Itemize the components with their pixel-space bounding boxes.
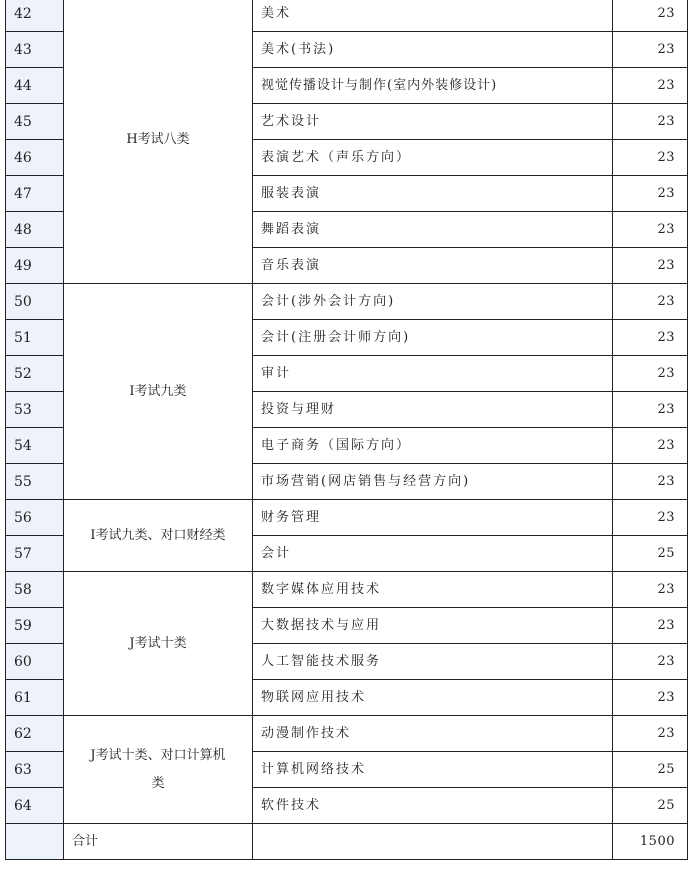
row-number: 50 xyxy=(6,284,64,320)
major-name: 动漫制作技术 xyxy=(253,716,613,752)
row-number: 46 xyxy=(6,140,64,176)
row-number: 57 xyxy=(6,536,64,572)
row-number: 58 xyxy=(6,572,64,608)
table-row xyxy=(6,572,688,608)
enrollment-count: 23 xyxy=(613,104,688,140)
major-name: 人工智能技术服务 xyxy=(253,644,613,680)
major-name: 财务管理 xyxy=(253,500,613,536)
enrollment-count: 25 xyxy=(613,536,688,572)
enrollment-count: 23 xyxy=(613,320,688,356)
row-number: 49 xyxy=(6,248,64,284)
row-number: 52 xyxy=(6,356,64,392)
enrollment-count: 23 xyxy=(613,644,688,680)
major-name: 数字媒体应用技术 xyxy=(253,572,613,608)
category-cell: J考试十类 xyxy=(64,572,253,716)
enrollment-count: 23 xyxy=(613,32,688,68)
total-count: 1500 xyxy=(613,824,688,860)
enrollment-count: 23 xyxy=(613,464,688,500)
enrollment-count: 23 xyxy=(613,248,688,284)
category-cell: J考试十类、对口计算机类 xyxy=(64,716,253,824)
enrollment-count: 23 xyxy=(613,608,688,644)
major-name: 舞蹈表演 xyxy=(253,212,613,248)
row-number: 61 xyxy=(6,680,64,716)
major-name: 会计 xyxy=(253,536,613,572)
row-number-empty xyxy=(6,824,64,860)
major-name: 计算机网络技术 xyxy=(253,752,613,788)
total-label: 合计 xyxy=(64,824,253,860)
enrollment-count: 23 xyxy=(613,716,688,752)
major-name: 电子商务（国际方向） xyxy=(253,428,613,464)
total-row xyxy=(6,824,688,860)
major-name: 美术(书法) xyxy=(253,32,613,68)
major-name: 软件技术 xyxy=(253,788,613,824)
row-number: 51 xyxy=(6,320,64,356)
table-row xyxy=(6,284,688,320)
major-name: 大数据技术与应用 xyxy=(253,608,613,644)
row-number: 47 xyxy=(6,176,64,212)
enrollment-count: 25 xyxy=(613,788,688,824)
major-name: 审计 xyxy=(253,356,613,392)
table-row xyxy=(6,500,688,536)
row-number: 48 xyxy=(6,212,64,248)
row-number: 60 xyxy=(6,644,64,680)
category-cell: H考试八类 xyxy=(64,0,253,284)
enrollment-count: 23 xyxy=(613,356,688,392)
row-number: 62 xyxy=(6,716,64,752)
major-name: 美术 xyxy=(253,0,613,32)
table-row xyxy=(6,716,688,752)
enrollment-count: 23 xyxy=(613,428,688,464)
enrollment-count: 23 xyxy=(613,68,688,104)
enrollment-count: 23 xyxy=(613,680,688,716)
enrollment-count: 23 xyxy=(613,284,688,320)
major-name: 会计(注册会计师方向) xyxy=(253,320,613,356)
row-number: 53 xyxy=(6,392,64,428)
row-number: 42 xyxy=(6,0,64,32)
enrollment-count: 23 xyxy=(613,140,688,176)
row-number: 64 xyxy=(6,788,64,824)
row-number: 56 xyxy=(6,500,64,536)
category-cell: I考试九类、对口财经类 xyxy=(64,500,253,572)
enrollment-count: 23 xyxy=(613,212,688,248)
row-number: 59 xyxy=(6,608,64,644)
enrollment-count: 25 xyxy=(613,752,688,788)
category-cell: I考试九类 xyxy=(64,284,253,500)
major-name: 投资与理财 xyxy=(253,392,613,428)
major-name: 物联网应用技术 xyxy=(253,680,613,716)
major-name: 音乐表演 xyxy=(253,248,613,284)
major-name: 会计(涉外会计方向) xyxy=(253,284,613,320)
row-number: 43 xyxy=(6,32,64,68)
major-name: 表演艺术（声乐方向） xyxy=(253,140,613,176)
row-number: 54 xyxy=(6,428,64,464)
major-name: 艺术设计 xyxy=(253,104,613,140)
major-name: 视觉传播设计与制作(室内外装修设计) xyxy=(253,68,613,104)
enrollment-count: 23 xyxy=(613,176,688,212)
enrollment-count: 23 xyxy=(613,500,688,536)
total-major-empty xyxy=(253,824,613,860)
row-number: 55 xyxy=(6,464,64,500)
enrollment-table xyxy=(5,0,688,860)
enrollment-count: 23 xyxy=(613,0,688,32)
row-number: 45 xyxy=(6,104,64,140)
major-name: 服装表演 xyxy=(253,176,613,212)
major-name: 市场营销(网店销售与经营方向) xyxy=(253,464,613,500)
row-number: 63 xyxy=(6,752,64,788)
table-row xyxy=(6,0,688,32)
enrollment-count: 23 xyxy=(613,392,688,428)
enrollment-count: 23 xyxy=(613,572,688,608)
row-number: 44 xyxy=(6,68,64,104)
